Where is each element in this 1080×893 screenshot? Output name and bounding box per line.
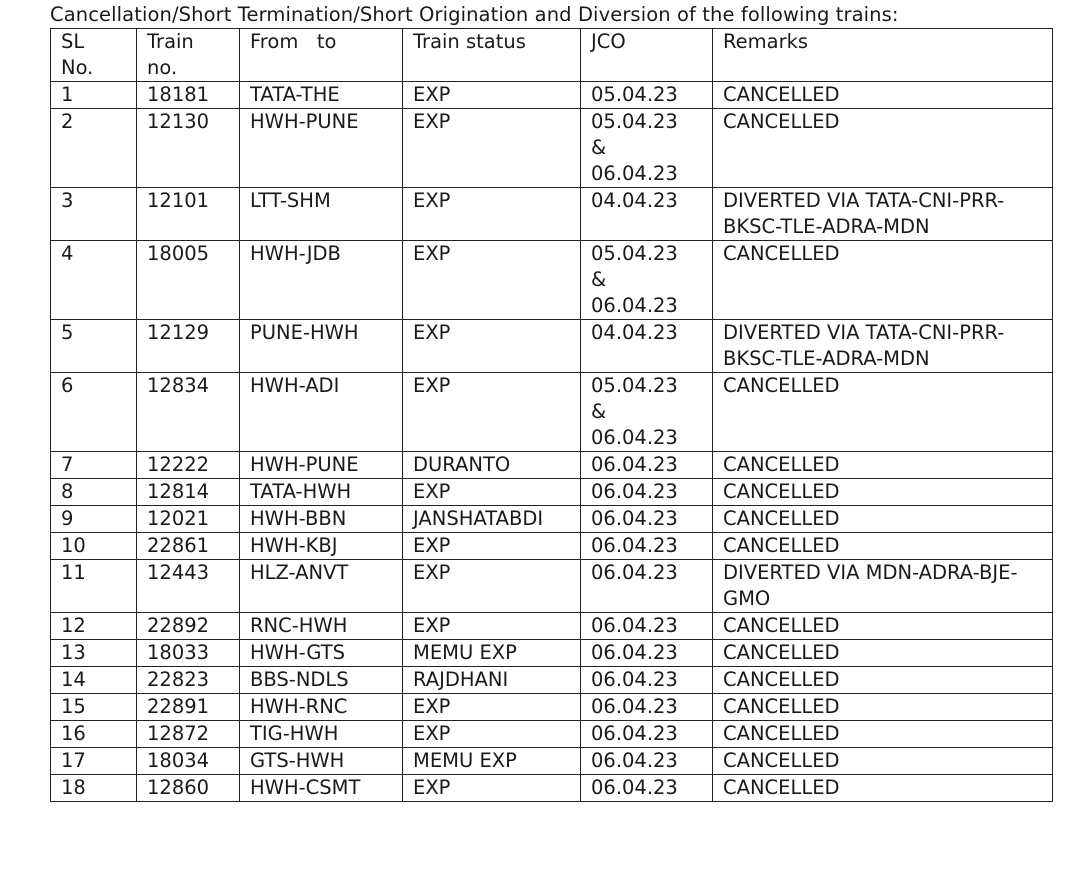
- cell-sl-no: 12: [51, 613, 137, 640]
- table-row: [51, 479, 1053, 506]
- cell-train-no: 12872: [137, 721, 240, 748]
- header-sl-line2: No.: [61, 56, 94, 79]
- cell-train-status: MEMU EXP: [403, 640, 581, 667]
- cell-train-status: JANSHATABDI: [403, 506, 581, 533]
- table-row: [51, 613, 1053, 640]
- cell-remarks: CANCELLED: [713, 775, 1053, 802]
- cell-sl-no: 3: [51, 188, 137, 241]
- cell-sl-no: 5: [51, 320, 137, 373]
- cell-remarks: CANCELLED: [713, 667, 1053, 694]
- header-sl-line1: SL: [61, 30, 85, 53]
- cell-sl-no: 14: [51, 667, 137, 694]
- cell-from-to: LTT-SHM: [240, 188, 403, 241]
- cell-train-status: EXP: [403, 533, 581, 560]
- cell-sl-no: 18: [51, 775, 137, 802]
- cell-remarks: CANCELLED: [713, 241, 1053, 320]
- cell-remarks: DIVERTED VIA MDN-ADRA-BJE-GMO: [713, 560, 1053, 613]
- cell-sl-no: 17: [51, 748, 137, 775]
- cell-sl-no: 13: [51, 640, 137, 667]
- cell-train-no: 12101: [137, 188, 240, 241]
- cell-remarks: CANCELLED: [713, 640, 1053, 667]
- table-row: [51, 320, 1053, 373]
- cell-sl-no: 11: [51, 560, 137, 613]
- cell-sl-no: 15: [51, 694, 137, 721]
- jco-line: 06.04.23: [591, 507, 678, 530]
- train-table: [50, 28, 1053, 802]
- cell-jco: [581, 560, 713, 613]
- jco-line: 06.04.23: [591, 561, 678, 584]
- table-row: [51, 640, 1053, 667]
- header-remarks: Remarks: [713, 29, 1053, 82]
- cell-train-no: 12443: [137, 560, 240, 613]
- cell-remarks: CANCELLED: [713, 694, 1053, 721]
- cell-sl-no: 1: [51, 82, 137, 109]
- table-row: [51, 533, 1053, 560]
- cell-train-no: 12222: [137, 452, 240, 479]
- header-train-line2: no.: [147, 56, 178, 79]
- cell-jco: [581, 373, 713, 452]
- cell-train-status: EXP: [403, 188, 581, 241]
- jco-line: &: [591, 400, 607, 423]
- cell-train-status: EXP: [403, 241, 581, 320]
- cell-remarks: CANCELLED: [713, 452, 1053, 479]
- jco-line: 06.04.23: [591, 294, 678, 317]
- jco-line: 06.04.23: [591, 722, 678, 745]
- header-train-no: [137, 29, 240, 82]
- table-row: [51, 748, 1053, 775]
- table-row: [51, 667, 1053, 694]
- jco-line: 06.04.23: [591, 668, 678, 691]
- cell-sl-no: 8: [51, 479, 137, 506]
- header-sl-no: [51, 29, 137, 82]
- table-row: [51, 82, 1053, 109]
- cell-jco: [581, 694, 713, 721]
- cell-sl-no: 6: [51, 373, 137, 452]
- cell-from-to: BBS-NDLS: [240, 667, 403, 694]
- cell-remarks: CANCELLED: [713, 373, 1053, 452]
- cell-from-to: HWH-CSMT: [240, 775, 403, 802]
- cell-from-to: HWH-PUNE: [240, 109, 403, 188]
- cell-train-status: MEMU EXP: [403, 748, 581, 775]
- cell-from-to: RNC-HWH: [240, 613, 403, 640]
- cell-train-no: 18181: [137, 82, 240, 109]
- table-row: [51, 560, 1053, 613]
- jco-line: 06.04.23: [591, 426, 678, 449]
- cell-from-to: TIG-HWH: [240, 721, 403, 748]
- cell-from-to: HWH-JDB: [240, 241, 403, 320]
- header-jco: JCO: [581, 29, 713, 82]
- cell-remarks: CANCELLED: [713, 748, 1053, 775]
- cell-remarks: DIVERTED VIA TATA-CNI-PRR-BKSC-TLE-ADRA-MDN: [713, 320, 1053, 373]
- cell-remarks: DIVERTED VIA TATA-CNI-PRR-BKSC-TLE-ADRA-MDN: [713, 188, 1053, 241]
- header-from-to: From to: [240, 29, 403, 82]
- cell-jco: [581, 667, 713, 694]
- cell-train-no: 18033: [137, 640, 240, 667]
- table-row: [51, 452, 1053, 479]
- cell-remarks: CANCELLED: [713, 533, 1053, 560]
- cell-from-to: HWH-GTS: [240, 640, 403, 667]
- jco-line: 04.04.23: [591, 189, 678, 212]
- table-row: [51, 373, 1053, 452]
- cell-from-to: TATA-THE: [240, 82, 403, 109]
- jco-line: 06.04.23: [591, 162, 678, 185]
- jco-line: 06.04.23: [591, 480, 678, 503]
- jco-line: 05.04.23: [591, 242, 678, 265]
- table-row: [51, 694, 1053, 721]
- cell-remarks: CANCELLED: [713, 613, 1053, 640]
- cell-train-status: EXP: [403, 373, 581, 452]
- cell-sl-no: 16: [51, 721, 137, 748]
- jco-line: 04.04.23: [591, 321, 678, 344]
- cell-from-to: PUNE-HWH: [240, 320, 403, 373]
- cell-train-status: EXP: [403, 109, 581, 188]
- cell-jco: [581, 775, 713, 802]
- cell-train-status: EXP: [403, 694, 581, 721]
- jco-line: 05.04.23: [591, 110, 678, 133]
- cell-remarks: CANCELLED: [713, 479, 1053, 506]
- cell-train-no: 22891: [137, 694, 240, 721]
- cell-jco: [581, 613, 713, 640]
- cell-train-status: EXP: [403, 479, 581, 506]
- jco-line: 06.04.23: [591, 614, 678, 637]
- cell-train-no: 12129: [137, 320, 240, 373]
- cell-train-no: 18034: [137, 748, 240, 775]
- cell-from-to: HWH-RNC: [240, 694, 403, 721]
- table-row: [51, 188, 1053, 241]
- cell-train-status: EXP: [403, 560, 581, 613]
- cell-train-no: 12834: [137, 373, 240, 452]
- cell-train-no: 18005: [137, 241, 240, 320]
- cell-train-status: RAJDHANI: [403, 667, 581, 694]
- cell-train-no: 12814: [137, 479, 240, 506]
- jco-line: &: [591, 136, 607, 159]
- jco-line: 06.04.23: [591, 776, 678, 799]
- cell-from-to: HWH-BBN: [240, 506, 403, 533]
- cell-train-status: EXP: [403, 775, 581, 802]
- jco-line: 06.04.23: [591, 695, 678, 718]
- cell-train-status: EXP: [403, 320, 581, 373]
- jco-line: 06.04.23: [591, 749, 678, 772]
- cell-from-to: GTS-HWH: [240, 748, 403, 775]
- cell-sl-no: 9: [51, 506, 137, 533]
- cell-jco: [581, 640, 713, 667]
- cell-train-status: DURANTO: [403, 452, 581, 479]
- jco-line: 06.04.23: [591, 453, 678, 476]
- cell-train-no: 22861: [137, 533, 240, 560]
- cell-jco: [581, 506, 713, 533]
- table-row: [51, 506, 1053, 533]
- cell-jco: [581, 109, 713, 188]
- cell-from-to: HWH-ADI: [240, 373, 403, 452]
- table-row: [51, 109, 1053, 188]
- cell-sl-no: 2: [51, 109, 137, 188]
- jco-line: 05.04.23: [591, 374, 678, 397]
- cell-from-to: HWH-KBJ: [240, 533, 403, 560]
- cell-remarks: CANCELLED: [713, 82, 1053, 109]
- cell-from-to: HWH-PUNE: [240, 452, 403, 479]
- cell-jco: [581, 721, 713, 748]
- header-train-status: Train status: [403, 29, 581, 82]
- cell-jco: [581, 320, 713, 373]
- cell-jco: [581, 748, 713, 775]
- cell-sl-no: 7: [51, 452, 137, 479]
- table-row: [51, 721, 1053, 748]
- cell-sl-no: 10: [51, 533, 137, 560]
- cell-train-no: 12021: [137, 506, 240, 533]
- cell-train-no: 12860: [137, 775, 240, 802]
- table-row: [51, 775, 1053, 802]
- jco-line: 06.04.23: [591, 534, 678, 557]
- jco-line: &: [591, 268, 607, 291]
- cell-train-status: EXP: [403, 613, 581, 640]
- header-row: [51, 29, 1053, 82]
- cell-from-to: HLZ-ANVT: [240, 560, 403, 613]
- jco-line: 06.04.23: [591, 641, 678, 664]
- cell-remarks: CANCELLED: [713, 109, 1053, 188]
- cell-train-no: 12130: [137, 109, 240, 188]
- cell-sl-no: 4: [51, 241, 137, 320]
- cell-train-status: EXP: [403, 721, 581, 748]
- table-row: [51, 241, 1053, 320]
- cell-from-to: TATA-HWH: [240, 479, 403, 506]
- cell-train-no: 22823: [137, 667, 240, 694]
- cell-train-status: EXP: [403, 82, 581, 109]
- page-heading: Cancellation/Short Termination/Short Origination and Diversion of the following trains:: [50, 3, 899, 26]
- cell-jco: [581, 533, 713, 560]
- jco-line: 05.04.23: [591, 83, 678, 106]
- cell-train-no: 22892: [137, 613, 240, 640]
- cell-jco: [581, 452, 713, 479]
- cell-jco: [581, 82, 713, 109]
- cell-remarks: CANCELLED: [713, 721, 1053, 748]
- cell-jco: [581, 241, 713, 320]
- header-train-line1: Train: [147, 30, 194, 53]
- cell-remarks: CANCELLED: [713, 506, 1053, 533]
- cell-jco: [581, 188, 713, 241]
- cell-jco: [581, 479, 713, 506]
